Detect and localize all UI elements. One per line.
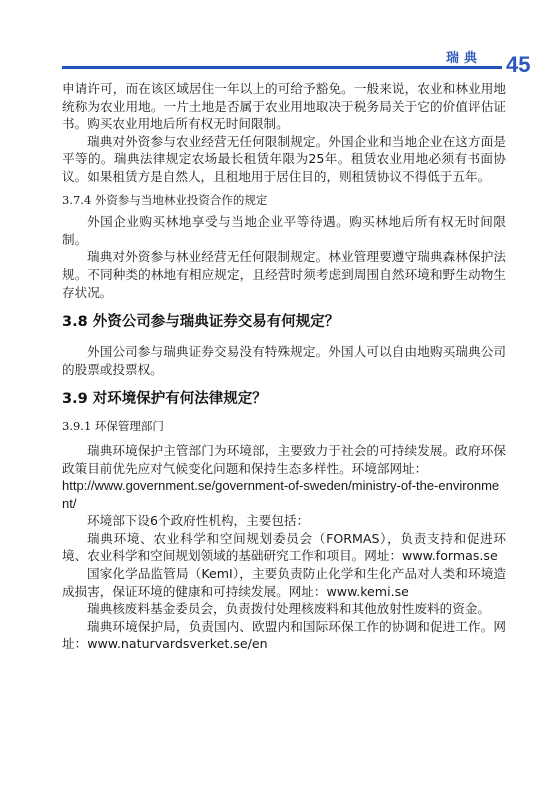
paragraph: 外国公司参与瑞典证券交易没有特殊规定。外国人可以自由地购买瑞典公司的股票或投票权。 [62, 344, 506, 377]
environment-ministry-url[interactable]: http://www.government.se/government-of-sweden/ministry-of-the-environment/ [62, 478, 500, 511]
document-body [62, 80, 506, 653]
paragraph: 环境部下设6个政府性机构，主要包括： [87, 513, 310, 529]
paragraph: 瑞典对外资参与林业经营无任何限制规定。林业管理要遵守瑞典森林保护法规。不同种类的林地有相应规定，且经营时须考虑到周围自然环境和野生动物生存状况。 [62, 249, 506, 300]
subsection-heading-3-7-4: 3.7.4 外资参与当地林业投资合作的规定 [62, 192, 268, 207]
section-heading-3-8: 3.8 外资公司参与瑞典证券交易有何规定？ [62, 314, 340, 331]
paragraph: 瑞典环境、农业科学和空间规划委员会（FORMAS），负责支持和促进环境、农业科学和空间规划领域的基础研究工作和项目。网址：www.formas.se [62, 530, 506, 564]
page-number: 45 [506, 52, 531, 77]
paragraph: 瑞典环境保护主管部门为环境部，主要致力于社会的可持续发展。政府环保政策目前优先应对气候变化问题和保持生态多样性。环境部网址： [62, 442, 506, 476]
header-country-label: 瑞典 [446, 51, 483, 66]
subsection-heading-3-9-1: 3.9.1 环保管理部门 [62, 419, 164, 434]
header-rule [62, 66, 502, 69]
section-heading-3-9: 3.9 对环境保护有何法律规定？ [62, 391, 267, 408]
paragraph: 瑞典环境保护局，负责国内、欧盟内和国际环保工作的协调和促进工作。网址：www.naturvardsverket.se/en [62, 618, 506, 652]
paragraph: 申请许可，而在该区域居住一年以上的可给予豁免。一般来说，农业和林业用地统称为农业用地。一片土地是否属于农业用地取决于税务局关于它的价值评估证书。购买农业用地后所有权无时间限制。 [62, 81, 506, 132]
paragraph: 国家化学品监管局（KemI），主要负责防止化学和生化产品对人类和环境造成损害，保证环境的健康和可持续发展。网址：www.kemi.se [62, 566, 506, 599]
paragraph: 瑞典核废料基金委员会，负责拨付处理核废料和其他放射性废料的资金。 [87, 601, 490, 617]
paragraph: 瑞典对外资参与农业经营无任何限制规定。外国企业和当地企业在这方面是平等的。瑞典法律规定农场最长租赁年限为25年。租赁农业用地必须有书面协议。如果租赁方是自然人，且租地用于居住目的，则租赁协议不得低于五年。 [62, 133, 506, 184]
paragraph: 外国企业购买林地享受与当地企业平等待遇。购买林地后所有权无时间限制。 [62, 214, 506, 247]
